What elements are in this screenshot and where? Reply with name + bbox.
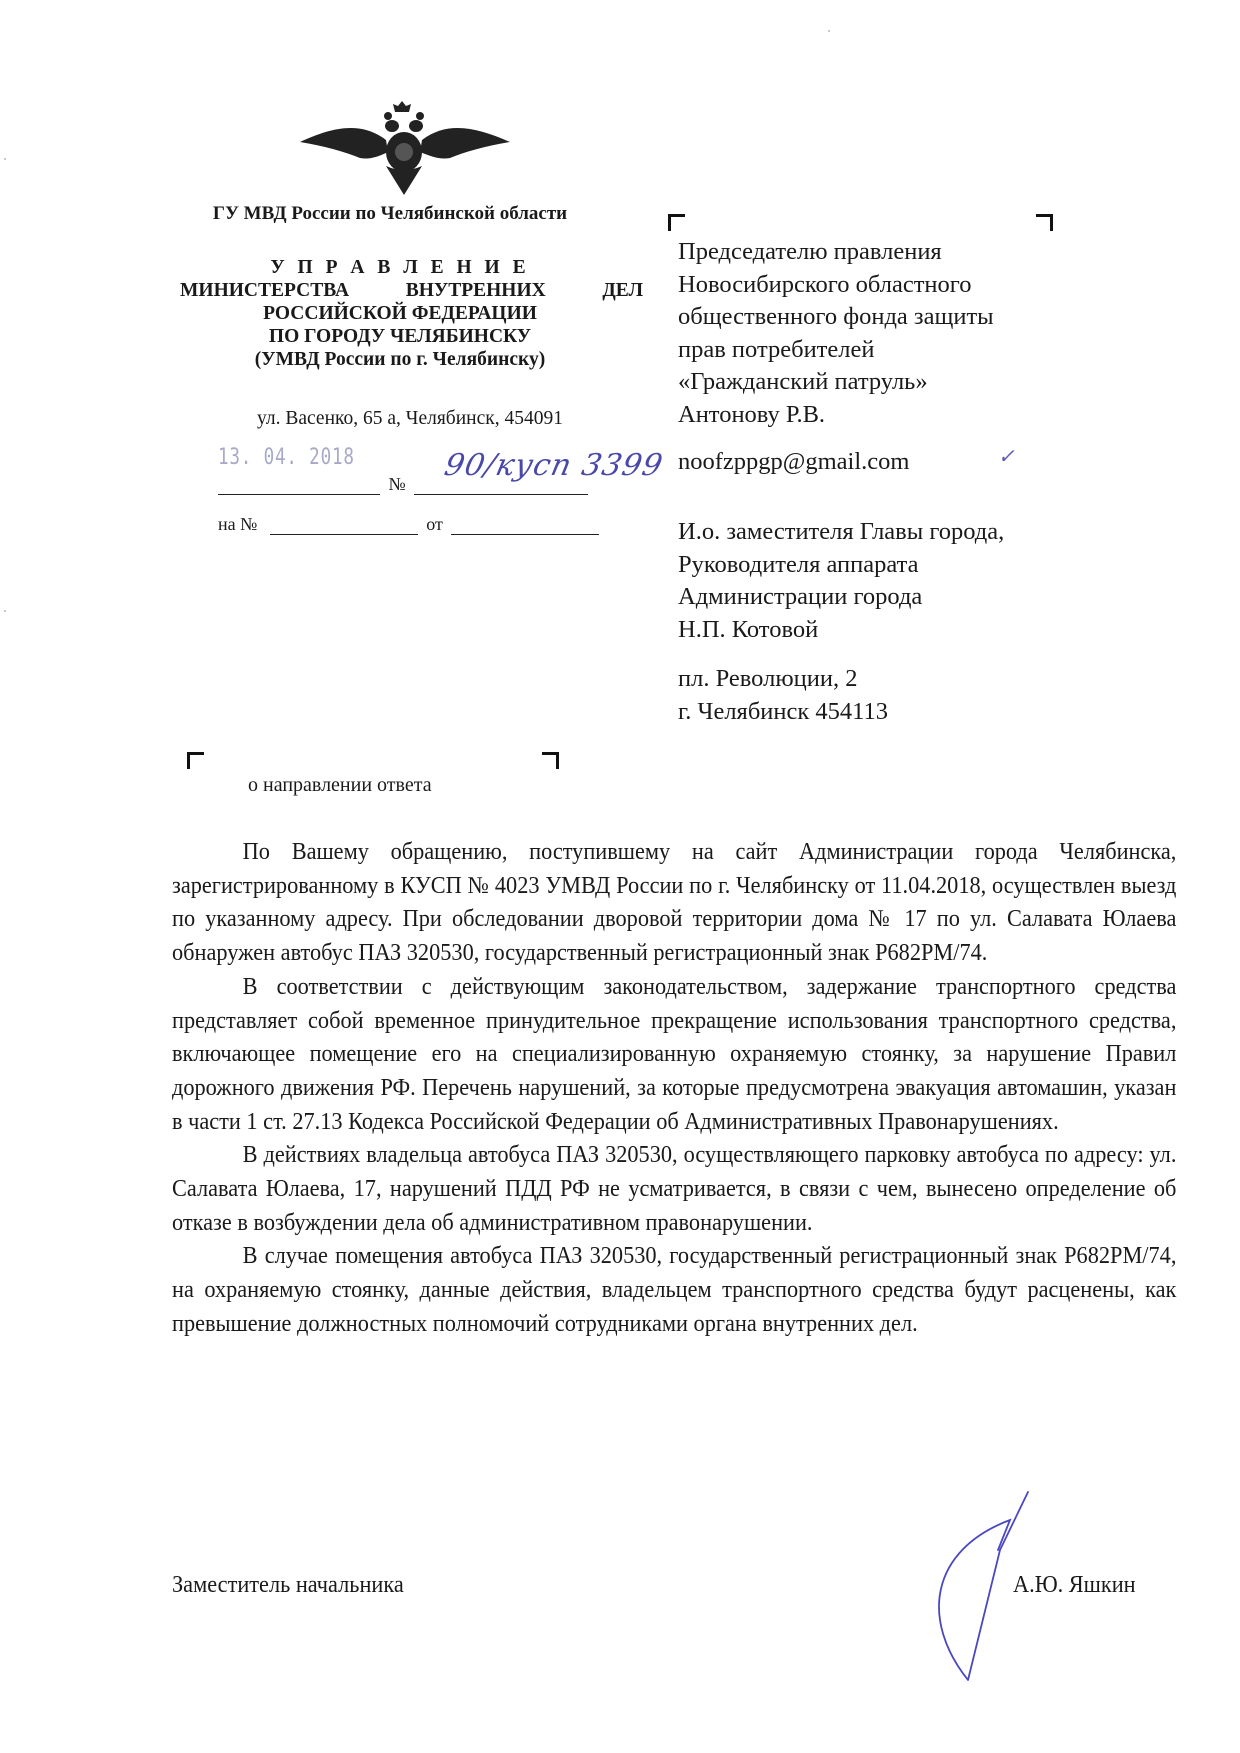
- department-line: ПО ГОРОДУ ЧЕЛЯБИНСКУ: [268, 326, 532, 347]
- from-label: от: [426, 514, 443, 534]
- subject-corner-mark: [542, 752, 559, 769]
- regional-organization-name: ГУ МВД России по Челябинской области: [212, 203, 568, 224]
- handwritten-signature-icon: [900, 1490, 1060, 1690]
- date-blank-line: [218, 474, 380, 495]
- handwritten-registration-number: 90/кусп 3399: [441, 448, 667, 483]
- recipient-line: Новосибирского областного: [678, 270, 972, 298]
- body-paragraph: В соответствии с действующим законодательством, задержание транспортного средства представляет собой временное принудительное прекращение использования транспортного средства, включающее помещение его на специализированную охраняемую стоянку, за нарушение Правил дорожного движения РФ. Перечень нарушений, за которые предусмотрена эвакуация автомашин, указан в части 1 ст. 27.13 Кодекса Российской Федерации об Административных Правонарушениях.: [172, 973, 1177, 1135]
- address-line: г. Челябинск 454113: [678, 697, 889, 725]
- check-mark-icon: ✓: [998, 446, 1015, 468]
- recipient-line: прав потребителей: [678, 335, 875, 363]
- recipient-line: «Гражданский патруль»: [678, 368, 928, 395]
- department-line: РОССИЙСКОЙ ФЕДЕРАЦИИ: [263, 303, 537, 324]
- reply-to-line: [218, 514, 599, 535]
- recipient-2-address: [678, 663, 1098, 728]
- scan-speck: [828, 30, 830, 32]
- signer-name: А.Ю. Яшкин: [1013, 1572, 1136, 1598]
- scan-speck: [4, 158, 6, 160]
- department-line: У П Р А В Л Е Н И Е: [270, 257, 530, 278]
- department-line: МИНИСТЕРСТВА ВНУТРЕННИХ ДЕЛ: [180, 280, 644, 301]
- signer-title: Заместитель начальника: [172, 1572, 404, 1598]
- scan-speck: [4, 610, 6, 612]
- recipient-corner-mark: [668, 214, 685, 231]
- reply-to-label: на №: [218, 514, 258, 534]
- recipient-line: Н.П. Котовой: [678, 615, 819, 643]
- body-paragraph: По Вашему обращению, поступившему на сайт Администрации города Челябинска, зарегистрированному в КУСП № 4023 УМВД России по г. Челябинску от 11.04.2018, осуществлен выезд по указанному адресу. При обследовании дворовой территории дома № 17 по ул. Салавата Юлаева обнаружен автобус ПАЗ 320530, государственный регистрационный знак Р682РМ/74.: [172, 839, 1177, 967]
- date-stamp: 13. 04. 2018: [218, 445, 355, 470]
- letter-subject: о направлении ответа: [248, 774, 432, 796]
- sender-address: ул. Васенко, 65 а, Челябинск, 454091: [257, 408, 563, 429]
- body-paragraph: В действиях владельца автобуса ПАЗ 320530, осуществляющего парковку автобуса по адресу: ул. Салавата Юлаева, 17, нарушений ПДД РФ не усматривается, в связи с чем, вынесено определение об отказе в возбуждении дела об административном правонарушении.: [172, 1142, 1177, 1236]
- recipient-2: [678, 516, 1098, 646]
- recipient-line: общественного фонда защиты: [678, 303, 994, 330]
- address-line: пл. Революции, 2: [678, 665, 858, 692]
- recipient-line: Председателю правления: [678, 238, 942, 265]
- recipient-email: noofzppgp@gmail.com: [678, 448, 910, 475]
- department-header: [180, 256, 644, 371]
- subject-corner-mark: [187, 752, 204, 769]
- body-paragraph: В случае помещения автобуса ПАЗ 320530, государственный регистрационный знак Р682РМ/74, на охраняемую стоянку, данные действия, владельцем транспортного средства будут расценены, как превышение должностных полномочий сотрудниками органа внутренних дел.: [172, 1243, 1177, 1337]
- recipient-line: И.о. заместителя Главы города,: [678, 518, 1005, 545]
- recipient-line: Антонову Р.В.: [678, 400, 826, 428]
- reply-number-blank-line: [270, 514, 418, 535]
- recipient-line: Руководителя аппарата: [678, 550, 919, 578]
- department-line: (УМВД России по г. Челябинску): [254, 349, 546, 370]
- recipient-corner-mark: [1036, 214, 1053, 231]
- letter-body: [172, 836, 1176, 1342]
- recipient-line: Администрации города: [678, 583, 923, 610]
- mvd-emblem-icon: [300, 100, 510, 195]
- number-label: №: [388, 474, 406, 494]
- recipient-1: [678, 236, 1098, 431]
- reply-date-blank-line: [451, 514, 599, 535]
